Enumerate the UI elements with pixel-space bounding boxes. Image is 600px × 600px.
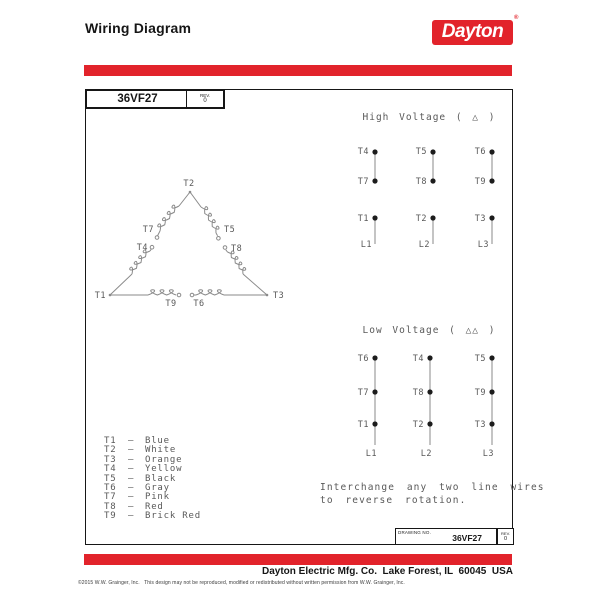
page-title: Wiring Diagram [85, 20, 192, 36]
coil-t2-t7 [158, 205, 179, 231]
hv-line-label: L3 [477, 240, 489, 250]
hv-line-label: L2 [418, 240, 430, 250]
terminal-dot [430, 215, 435, 220]
lv-label: T8 [412, 388, 424, 398]
drawing-no-label: DRAWING NO. [398, 530, 432, 535]
delta-label-t5: T5 [224, 225, 236, 235]
dayton-logo [432, 20, 513, 45]
open-terminal-t5 [217, 237, 221, 241]
terminal-dot [489, 389, 494, 394]
wire-segment [190, 192, 201, 207]
rotation-note-line1: Interchange any two line wires [320, 482, 545, 493]
lv-label: T5 [474, 354, 486, 364]
bottom-red-divider [84, 554, 512, 565]
hv-label: T5 [415, 147, 427, 157]
hv-label: T3 [474, 214, 486, 224]
vertex-dot-t3 [266, 294, 269, 297]
terminal-dot [489, 178, 494, 183]
wire-segment [110, 274, 132, 295]
terminal-dot [372, 149, 377, 154]
hv-label: T9 [474, 177, 486, 187]
terminal-dot [489, 421, 494, 426]
open-terminal-t6 [190, 293, 194, 297]
title-block-rev-cell [186, 89, 225, 109]
drawing-no-value: 36VF27 [452, 533, 482, 543]
terminal-dot [372, 421, 377, 426]
lv-line-label: L3 [482, 449, 494, 459]
drawing-rev-label: REV. [501, 531, 510, 536]
open-terminal-t8 [223, 246, 227, 250]
rotation-note-line2: to reverse rotation. [320, 495, 467, 506]
delta-label-t8: T8 [231, 244, 243, 254]
legend-row: T6 — Gray [104, 483, 170, 494]
lv-label: T3 [474, 420, 486, 430]
wire-segment [226, 250, 228, 252]
terminal-dot [489, 149, 494, 154]
lv-label: T4 [412, 354, 424, 364]
terminal-dot [372, 355, 377, 360]
registered-trademark-icon: ® [514, 15, 519, 21]
legend-row: T3 — Orange [104, 454, 183, 465]
coil-t1-t9 [148, 290, 176, 295]
coil-t2-t5 [201, 207, 219, 233]
terminal-dot [489, 355, 494, 360]
high-voltage-title: High Voltage ( △ ) [362, 112, 496, 123]
hv-label: T4 [357, 147, 369, 157]
open-terminal-t7 [155, 236, 159, 240]
rev-label: REV. [199, 93, 211, 98]
hv-label: T1 [357, 214, 369, 224]
company-address: Dayton Electric Mfg. Co. Lake Forest, IL 60045 USA [261, 566, 513, 577]
lv-line-label: L2 [420, 449, 432, 459]
top-red-divider [84, 65, 512, 76]
drawing-rev-value: 0 [503, 536, 508, 542]
hv-label: T2 [415, 214, 427, 224]
open-terminal-t4 [150, 245, 154, 249]
delta-label-t6: T6 [193, 299, 205, 309]
terminal-dot [372, 178, 377, 183]
wire-segment [179, 192, 190, 206]
terminal-dot [372, 215, 377, 220]
wire-segment [216, 233, 218, 236]
title-block-part-number: 36VF27 [85, 89, 190, 109]
legend-row: T9 — Brick Red [104, 511, 201, 522]
terminal-dot [427, 355, 432, 360]
hv-label: T8 [415, 177, 427, 187]
delta-label-t3: T3 [273, 291, 285, 301]
delta-label-t9: T9 [165, 299, 177, 309]
vertex-dot-t2 [189, 191, 192, 194]
terminal-dot [427, 421, 432, 426]
hv-line-label: L1 [360, 240, 372, 250]
drawing-rev-cell [497, 528, 514, 545]
terminal-dot [430, 149, 435, 154]
lv-label: T1 [357, 420, 369, 430]
delta-winding-diagram [88, 172, 288, 317]
terminal-dot [372, 389, 377, 394]
dayton-logo-text: Dayton [441, 20, 504, 42]
low-voltage-connection-diagram [350, 320, 510, 465]
terminal-dot [427, 389, 432, 394]
high-voltage-connection-diagram [350, 108, 510, 250]
terminal-dot [489, 215, 494, 220]
lv-line-label: L1 [365, 449, 377, 459]
delta-label-t1: T1 [94, 291, 106, 301]
drawing-number-block [395, 528, 497, 545]
delta-label-t4: T4 [136, 243, 148, 253]
wire-segment [243, 274, 267, 295]
coil-t6-t3 [196, 290, 224, 295]
legend-row: T5 — Black [104, 473, 177, 484]
lv-label: T2 [412, 420, 424, 430]
coil-t4-t1 [130, 250, 150, 274]
legend-row: T4 — Yellow [104, 464, 183, 475]
vertex-dot-t1 [109, 294, 112, 297]
wire-segment [150, 249, 151, 251]
wire-segment [158, 231, 160, 236]
delta-label-t7: T7 [142, 225, 154, 235]
legend-row: T8 — Red [104, 501, 164, 512]
legend-row: T7 — Pink [104, 492, 170, 503]
lv-label: T9 [474, 388, 486, 398]
rotation-note [320, 481, 545, 507]
rev-value: 0 [203, 98, 207, 104]
hv-label: T6 [474, 147, 486, 157]
lv-label: T7 [357, 388, 369, 398]
legend-row: T1 — Blue [104, 436, 170, 446]
legend-row: T2 — White [104, 445, 177, 456]
lead-color-legend [104, 437, 201, 522]
lv-label: T6 [357, 354, 369, 364]
coil-t8-t3 [228, 251, 246, 274]
hv-label: T7 [357, 177, 369, 187]
terminal-dot [430, 178, 435, 183]
open-terminal-t9 [177, 293, 181, 297]
copyright-notice: ©2015 W.W. Grainger, Inc. This design may not be reproduced, modified or redistributed without written permission from W.W. Grainger, Inc. [78, 580, 405, 586]
delta-label-t2: T2 [183, 179, 195, 189]
low-voltage-title: Low Voltage ( △△ ) [362, 325, 496, 336]
